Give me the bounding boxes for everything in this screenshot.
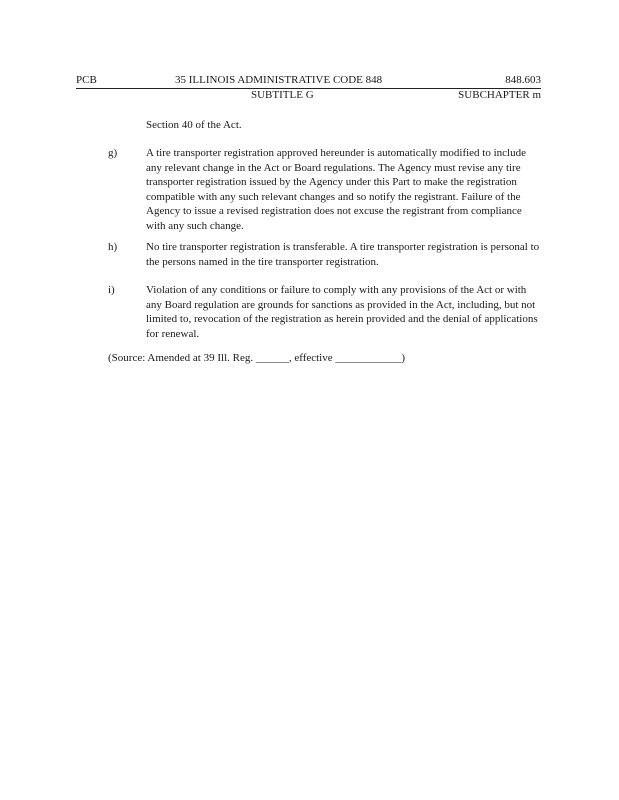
item-text: Violation of any conditions or failure to comply with any provisions of the Act or with any Board regulation are grounds for sanctions as provided in the Act, including, but not limited to, revocation of the registration as herein provided and the denial of applications for renewal. xyxy=(146,284,538,340)
running-header xyxy=(76,74,541,89)
lead-paragraph: Section 40 of the Act. xyxy=(146,119,242,131)
item-marker: i) xyxy=(108,284,115,296)
item-text: A tire transporter registration approved hereunder is automatically modified to include any relevant change in the Act or Board regulations. The Agency must revise any tire transporter registration issued by the Agency under this Part to make the registration compatible with any such relevant changes and so notify the registrant. Failure of the Agency to issue a revised registration does not excuse the registrant from compliance with any such change. xyxy=(146,147,526,232)
item-marker: h) xyxy=(108,241,118,253)
header-section-number: 848.603 xyxy=(505,74,541,86)
running-subheader xyxy=(76,89,541,103)
header-subchapter: SUBCHAPTER m xyxy=(458,89,541,101)
item-text: No tire transporter registration is transferable. A tire transporter registration is personal to the persons named in the tire transporter registration. xyxy=(146,241,540,268)
header-subtitle: SUBTITLE G xyxy=(251,89,314,101)
item-marker: g) xyxy=(108,147,118,159)
header-code-title: 35 ILLINOIS ADMINISTRATIVE CODE 848 xyxy=(175,74,383,86)
source-note: (Source: Amended at 39 Ill. Reg. ______, effective ____________) xyxy=(108,352,406,364)
header-agency: PCB xyxy=(76,74,97,86)
